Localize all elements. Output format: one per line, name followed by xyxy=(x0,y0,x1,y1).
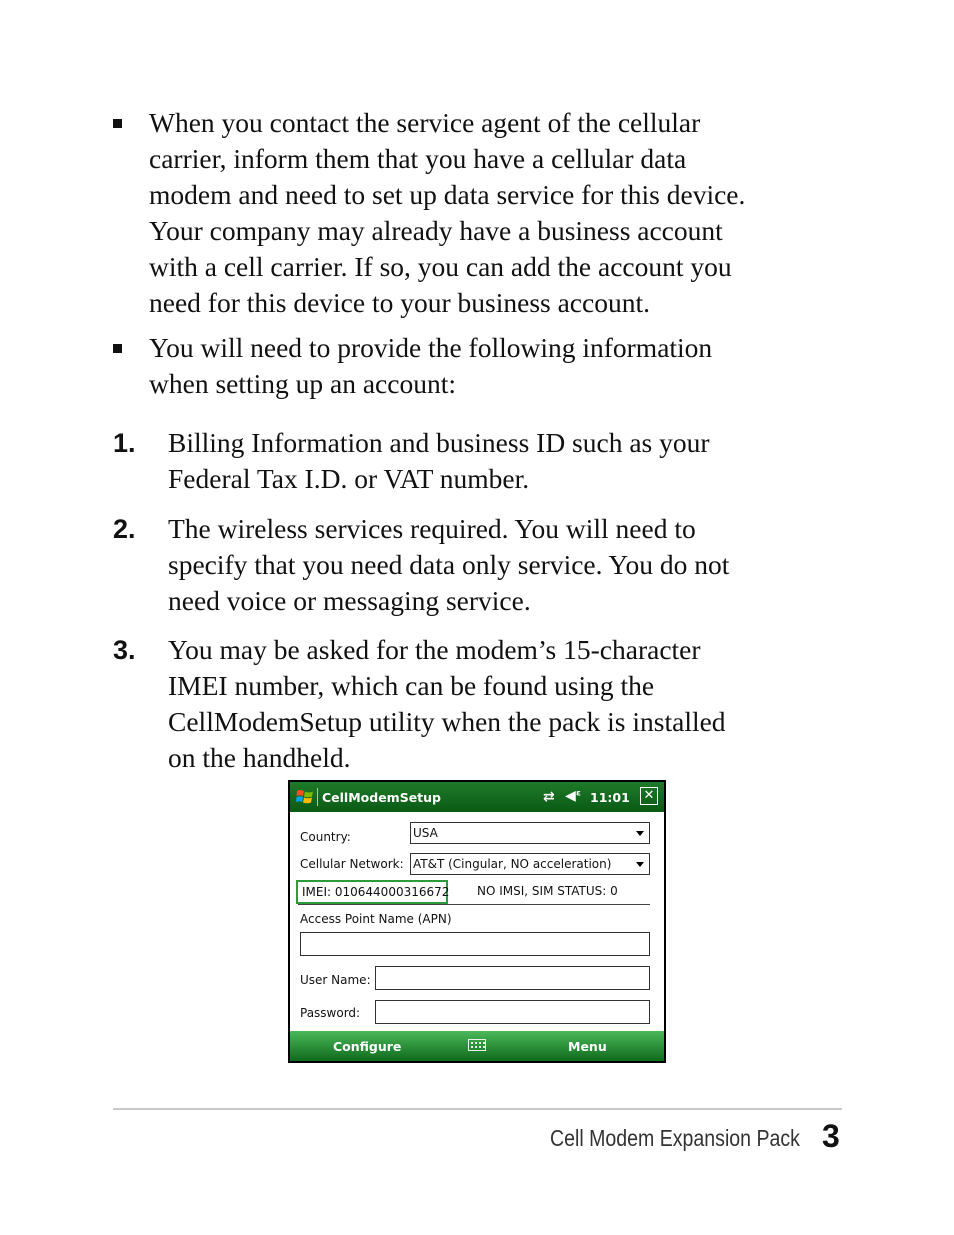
text-line: with a cell carrier. If so, you can add the account you xyxy=(149,251,732,282)
menu-softkey[interactable]: Menu xyxy=(568,1039,607,1054)
footer-title: Cell Modem Expansion Pack xyxy=(550,1125,800,1151)
network-label: Cellular Network: xyxy=(300,857,404,871)
text-line: You may be asked for the modem’s 15-character xyxy=(168,634,701,665)
apn-input[interactable] xyxy=(300,932,650,956)
sim-status: NO IMSI, SIM STATUS: 0 xyxy=(477,884,618,898)
text-line: Federal Tax I.D. or VAT number. xyxy=(168,463,530,494)
country-label: Country: xyxy=(300,830,351,844)
text-line: Billing Information and business ID such as your xyxy=(168,427,710,458)
chevron-down-icon xyxy=(636,831,644,836)
device-screenshot xyxy=(288,780,666,1063)
country-value: USA xyxy=(413,826,438,840)
softkey-bar xyxy=(290,1031,664,1061)
country-select[interactable] xyxy=(410,822,650,844)
text-line: CellModemSetup utility when the pack is installed xyxy=(168,706,726,737)
divider xyxy=(298,904,650,905)
sync-icon: ⇄ xyxy=(543,789,555,805)
title-bar xyxy=(290,782,664,812)
close-icon[interactable]: ✕ xyxy=(640,787,658,805)
text-line: when setting up an account: xyxy=(149,368,456,399)
configure-softkey[interactable]: Configure xyxy=(333,1039,402,1054)
imei-readout xyxy=(296,880,448,904)
step-number: 1. xyxy=(113,428,136,458)
text-line: modem and need to set up data service for this device. xyxy=(149,179,746,210)
text-line: When you contact the service agent of the cellular xyxy=(149,107,701,138)
step-text xyxy=(168,632,828,776)
step-number: 3. xyxy=(113,635,136,665)
username-input[interactable] xyxy=(375,966,650,990)
step-number: 2. xyxy=(113,514,136,544)
bullet-square-icon xyxy=(113,344,122,353)
apn-label: Access Point Name (APN) xyxy=(300,912,452,926)
windows-start-icon[interactable] xyxy=(295,787,315,807)
keyboard-icon[interactable] xyxy=(468,1039,486,1051)
imei-value: IMEI: 010644000316672 xyxy=(302,885,450,899)
chevron-down-icon xyxy=(636,862,644,867)
text-line: You will need to provide the following information xyxy=(149,332,713,363)
username-label: User Name: xyxy=(300,973,371,987)
password-input[interactable] xyxy=(375,1000,650,1024)
page-number: 3 xyxy=(822,1118,840,1154)
text-line: Your company may already have a business account xyxy=(149,215,723,246)
text-line: need voice or messaging service. xyxy=(168,585,531,616)
text-line: carrier, inform them that you have a cellular data xyxy=(149,143,687,174)
network-value: AT&T (Cingular, NO acceleration) xyxy=(413,857,612,871)
text-line: IMEI number, which can be found using the xyxy=(168,670,655,701)
step-text xyxy=(168,425,828,497)
app-title: CellModemSetup xyxy=(322,790,442,805)
text-line: The wireless services required. You will need to xyxy=(168,513,696,544)
password-label: Password: xyxy=(300,1006,361,1020)
text-line: on the handheld. xyxy=(168,742,351,773)
speaker-icon[interactable]: ◀ᵋ xyxy=(565,788,582,804)
network-select[interactable] xyxy=(410,853,650,875)
bullet-text xyxy=(149,105,839,321)
text-line: specify that you need data only service. You do not xyxy=(168,549,730,580)
footer-rule xyxy=(113,1108,842,1110)
text-line: need for this device to your business account. xyxy=(149,287,650,318)
bullet-text xyxy=(149,330,839,402)
step-text xyxy=(168,511,828,619)
clock: 11:01 xyxy=(590,790,630,805)
title-separator xyxy=(317,788,318,806)
bullet-square-icon xyxy=(113,119,122,128)
